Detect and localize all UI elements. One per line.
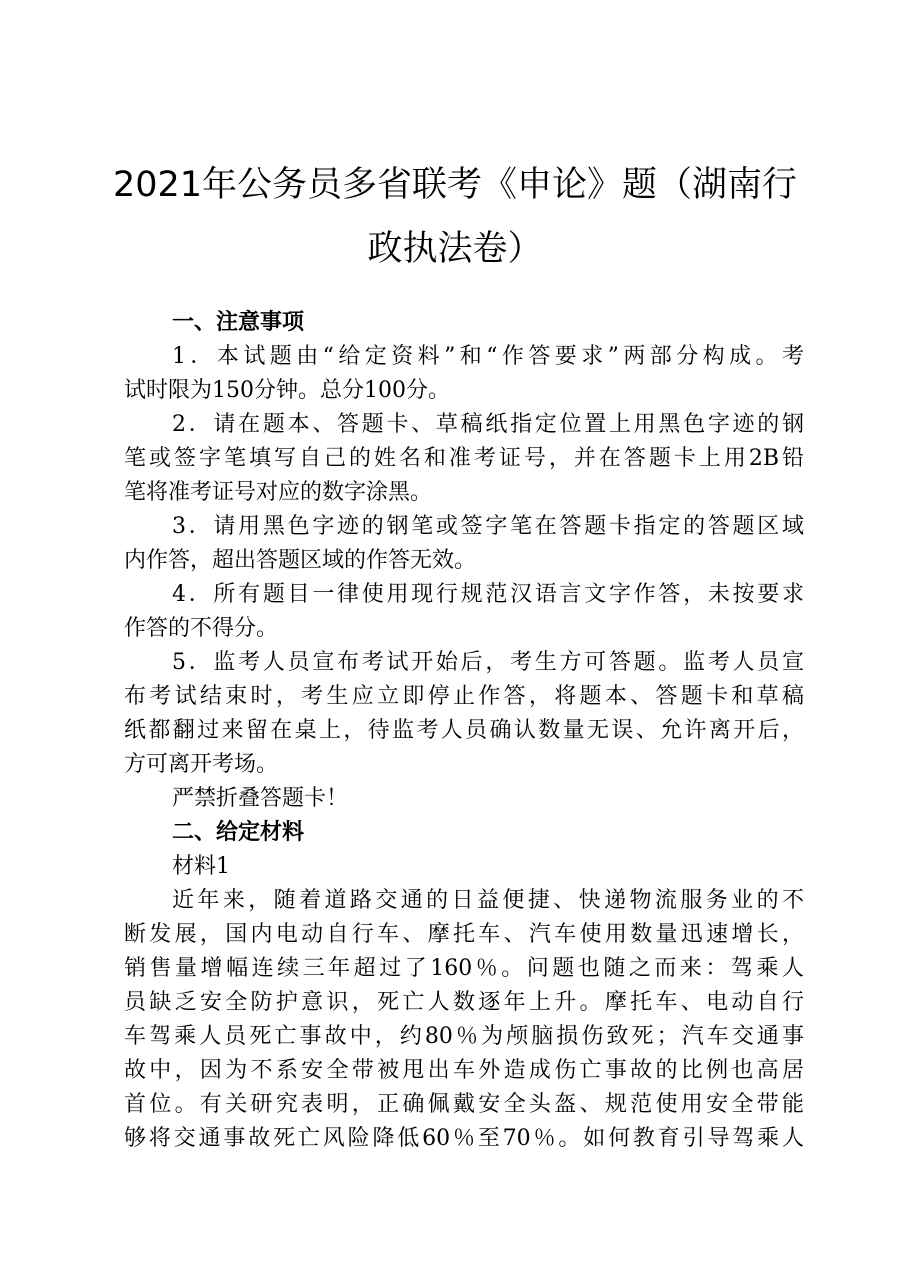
text-line: 断发展，国内电动自行车、摩托车、汽车使用数量迅速增长，: [124, 922, 804, 947]
text-line: 严禁折叠答题卡！: [172, 786, 349, 811]
text-line: 纸都翻过来留在桌上，待监考人员确认数量无误、允许离开后，: [124, 718, 804, 743]
text-line: 销售量增幅连续三年超过了160％。问题也随之而来：驾乘人: [124, 956, 804, 981]
text-line: 近年来，随着道路交通的日益便捷、快递物流服务业的不: [172, 888, 804, 913]
text-line: 故中，因为不系安全带被甩出车外造成伤亡事故的比例也高居: [124, 1058, 804, 1083]
document-title-line-1: 2021年公务员多省联考《申论》题（湖南行: [112, 165, 798, 205]
text-line: 试时限为150分钟。总分100分。: [124, 378, 450, 403]
text-line: 4．所有题目一律使用现行规范汉语言文字作答，未按要求: [172, 582, 804, 607]
text-line: 首位。有关研究表明，正确佩戴安全头盔、规范使用安全带能: [124, 1092, 804, 1117]
document-title-line-2: 政执法卷）: [367, 229, 543, 269]
section-heading: 一、注意事项: [172, 310, 305, 335]
text-line: 车驾乘人员死亡事故中，约80％为颅脑损伤致死；汽车交通事: [124, 1024, 804, 1049]
text-line: 员缺乏安全防护意识，死亡人数逐年上升。摩托车、电动自行: [124, 990, 804, 1015]
text-line: 3．请用黑色字迹的钢笔或签字笔在答题卡指定的答题区域: [172, 514, 804, 539]
text-line: 方可离开考场。: [124, 752, 279, 777]
text-line: 材料1: [172, 854, 230, 879]
section-heading: 二、给定材料: [172, 820, 305, 845]
text-line: 笔将准考证号对应的数字涂黑。: [124, 480, 433, 505]
text-line: 够将交通事故死亡风险降低60％至70％。如何教育引导驾乘人: [124, 1126, 804, 1151]
text-line: 2．请在题本、答题卡、草稿纸指定位置上用黑色字迹的钢: [172, 412, 804, 437]
text-line: 5．监考人员宣布考试开始后，考生方可答题。监考人员宣: [172, 650, 804, 675]
text-line: 作答的不得分。: [124, 616, 279, 641]
document-body: [124, 306, 804, 1156]
text-line: 布考试结束时，考生应立即停止作答，将题本、答题卡和草稿: [124, 684, 804, 709]
text-line: 内作答，超出答题区域的作答无效。: [124, 548, 477, 573]
text-line: 笔或签字笔填写自己的姓名和准考证号，并在答题卡上用2B铅: [124, 446, 804, 471]
text-line: 1．本试题由“给定资料”和“作答要求”两部分构成。考: [172, 344, 804, 369]
